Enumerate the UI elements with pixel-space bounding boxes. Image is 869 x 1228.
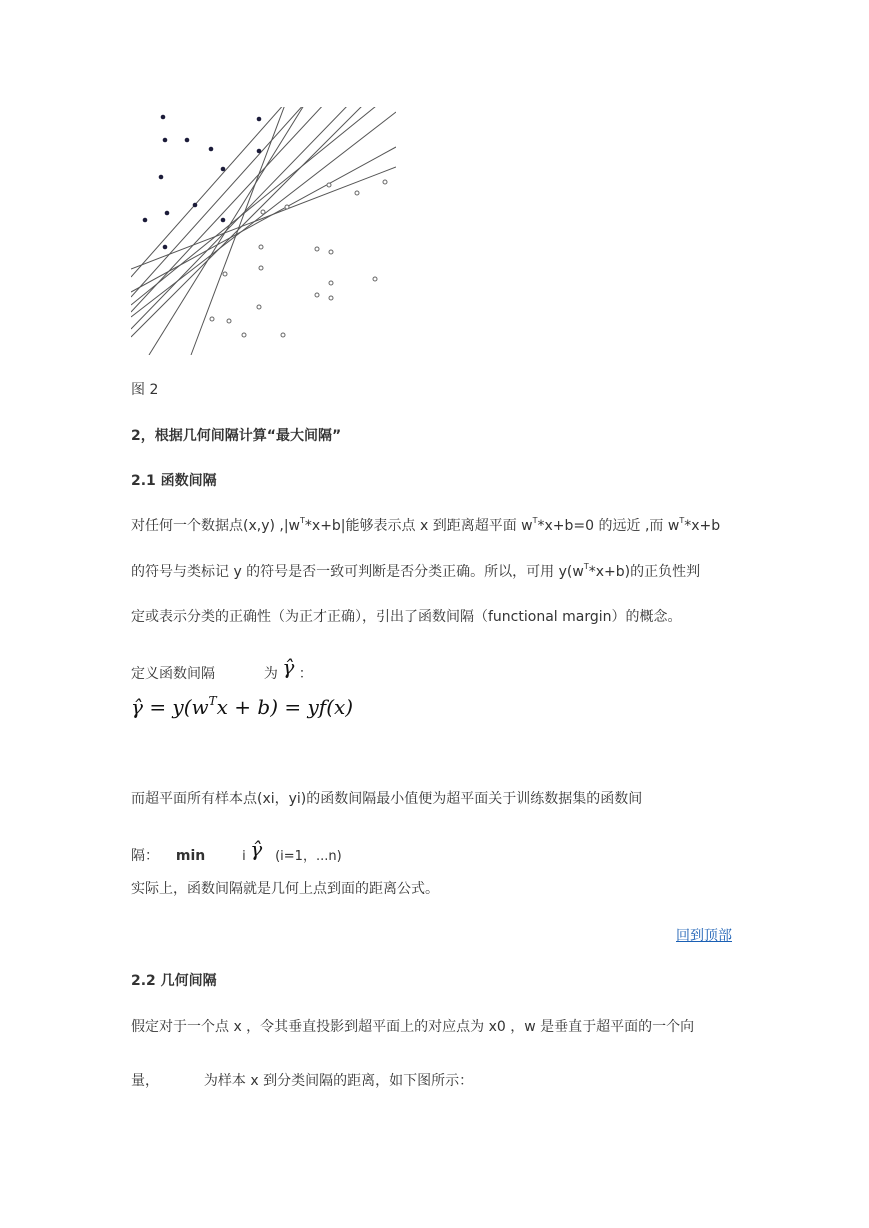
hollow-data-point <box>281 333 285 337</box>
section-2-2-heading: 2.2 几何间隔 <box>131 973 217 989</box>
hyperplane-line <box>131 167 396 269</box>
hyperplane-line <box>149 107 306 355</box>
min-prefix: 隔： <box>131 848 159 864</box>
paragraph-7 <box>131 1072 473 1090</box>
superscript-t: T <box>532 516 538 526</box>
paragraph-2 <box>131 563 700 581</box>
hyperplane-line <box>131 112 396 317</box>
definition-line <box>131 655 313 683</box>
paragraph-6: 假定对于一个点 x ，令其垂直投影到超平面上的对应点为 x0 ，w 是垂直于超平面的一个向 <box>131 1019 695 1035</box>
min-margin-line <box>131 837 342 866</box>
paragraph-5: 实际上，函数间隔就是几何上点到面的距离公式。 <box>131 881 439 897</box>
superscript-t: T <box>300 516 305 526</box>
functional-margin-formula <box>131 694 353 720</box>
hollow-data-point <box>315 293 319 297</box>
min-range: (i=1，...n) <box>275 849 342 864</box>
hollow-data-point <box>242 333 246 337</box>
superscript-t: T <box>583 562 589 572</box>
hollow-data-point <box>259 245 263 249</box>
min-subscript: i <box>242 849 246 864</box>
filled-data-point <box>193 203 198 208</box>
hyperplane-line <box>131 107 381 305</box>
definition-colon: ： <box>298 666 313 682</box>
hollow-data-point <box>329 296 333 300</box>
hollow-data-point <box>329 281 333 285</box>
filled-data-point <box>143 218 148 223</box>
hollow-data-point <box>373 277 377 281</box>
figure-caption: 图 2 <box>131 382 159 398</box>
paragraph-1 <box>131 517 720 535</box>
gamma-hat-symbol: γ̂ <box>282 655 295 679</box>
formula-rhs2: x + b) = yf(x) <box>216 695 354 719</box>
svm-hyperplanes-figure <box>131 107 396 355</box>
definition-for: 为 <box>263 666 278 682</box>
filled-data-point <box>185 138 190 143</box>
hollow-data-point <box>257 305 261 309</box>
filled-data-point <box>165 211 170 216</box>
section-2-heading: 2，根据几何间隔计算“最大间隔” <box>131 428 342 444</box>
filled-data-point <box>221 218 226 223</box>
paragraph-2-part1: 的符号与类标记 y 的符号是否一致可判断是否分类正确。所以，可用 y(w <box>131 564 584 580</box>
filled-data-point <box>163 245 168 250</box>
hollow-data-point <box>383 180 387 184</box>
hollow-data-point <box>223 272 227 276</box>
paragraph-7-part1: 量， <box>131 1073 159 1089</box>
filled-data-point <box>257 117 262 122</box>
hollow-data-point <box>327 183 331 187</box>
filled-data-point <box>159 175 164 180</box>
hollow-data-point <box>210 317 214 321</box>
paragraph-1-part2: *x+b|能够表示点 x 到距离超平面 w <box>304 518 533 534</box>
filled-data-point <box>221 167 226 172</box>
formula-lhs: γ̂ <box>131 695 143 719</box>
paragraph-3: 定或表示分类的正确性（为正才正确），引出了函数间隔（functional margin）的概念。 <box>131 609 682 625</box>
min-gamma-hat: γ̂ <box>250 837 263 861</box>
hollow-data-point <box>315 247 319 251</box>
definition-label: 定义函数间隔 <box>131 666 215 682</box>
hollow-data-point <box>329 250 333 254</box>
hollow-data-point <box>285 205 289 209</box>
superscript-t: T <box>679 516 685 526</box>
back-to-top-link[interactable]: 回到顶部 <box>676 928 732 944</box>
filled-data-point <box>209 147 214 152</box>
hollow-data-point <box>355 191 359 195</box>
hyperplane-line <box>191 107 286 355</box>
formula-rhs: = y(w <box>149 695 209 719</box>
paragraph-7-part2: 为样本 x 到分类间隔的距离，如下图所示： <box>203 1073 474 1089</box>
scatter-plot <box>131 107 396 355</box>
hollow-data-point <box>227 319 231 323</box>
paragraph-1-part3: *x+b=0 的远近 ,而 w <box>537 518 680 534</box>
paragraph-1-part4: *x+b <box>684 518 721 534</box>
paragraph-2-part2: *x+b)的正负性判 <box>588 564 701 580</box>
filled-data-point <box>163 138 168 143</box>
min-word: min <box>175 848 206 864</box>
section-2-1-heading: 2.1 函数间隔 <box>131 473 217 489</box>
filled-data-point <box>257 149 262 154</box>
hyperplane-line <box>131 107 286 277</box>
filled-data-point <box>161 115 166 120</box>
hollow-data-point <box>259 266 263 270</box>
formula-sup: T <box>208 694 217 709</box>
hollow-data-point <box>261 210 265 214</box>
paragraph-4: 而超平面所有样本点(xi，yi)的函数间隔最小值便为超平面关于训练数据集的函数间 <box>131 791 643 807</box>
paragraph-1-part1: 对任何一个数据点(x,y) ,|w <box>131 518 301 534</box>
